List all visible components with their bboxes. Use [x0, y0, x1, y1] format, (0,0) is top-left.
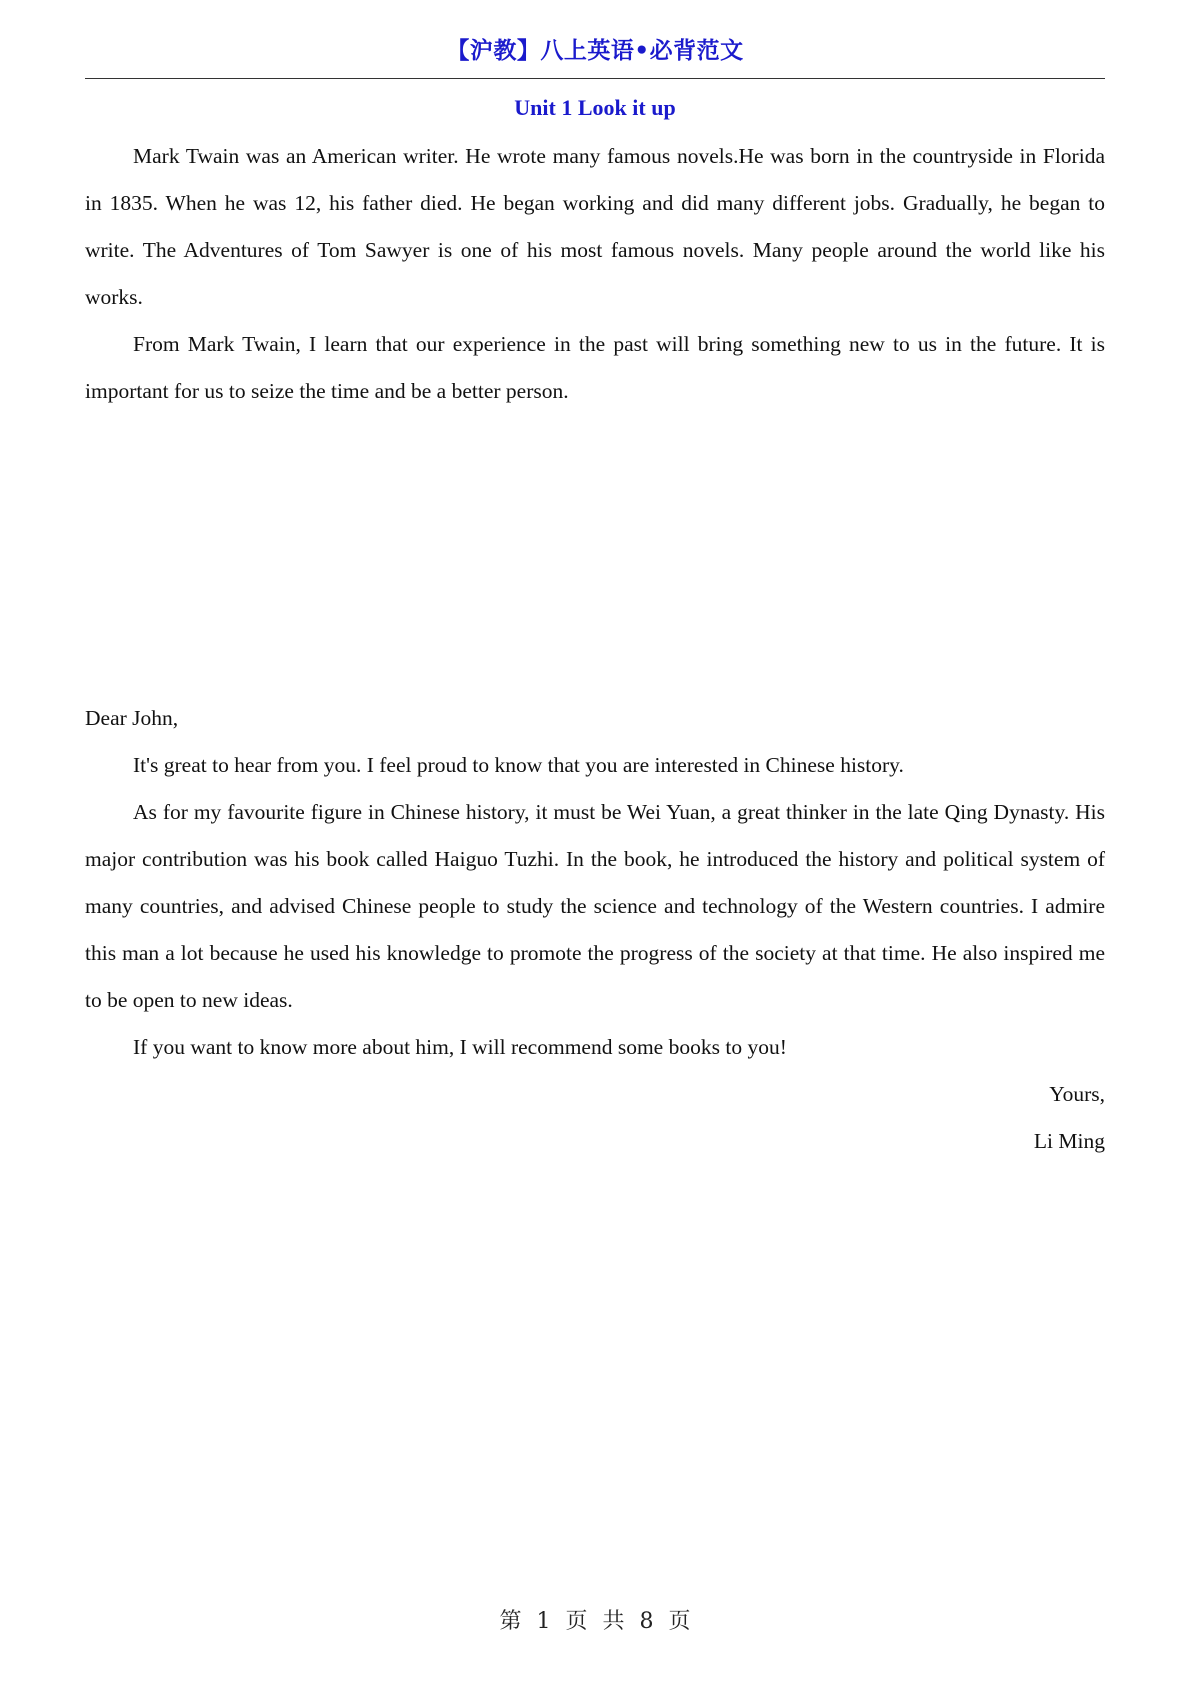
page-number: 第 1 页 共 8 页 — [499, 1609, 691, 1634]
letter-greeting: Dear John, — [85, 706, 179, 730]
essay1-paragraph-1: Mark Twain was an American writer. He wrote many famous novels.He was born in the countryside in Florida in 1835. When he was 12, his father died. He began working and did many different jobs. Gradually, he began to write. The Adventures of Tom Sawyer is one of his most famous novels. Many people around the world like his works. — [85, 144, 1105, 309]
header-divider — [85, 78, 1105, 79]
essay1-paragraph-2: From Mark Twain, I learn that our experience in the past will bring something new to us in the future. It is important for us to seize the time and be a better person. — [85, 332, 1105, 403]
letter-paragraph-2: As for my favourite figure in Chinese history, it must be Wei Yuan, a great thinker in the late Qing Dynasty. His major contribution was his book called Haiguo Tuzhi. In the book, he introduced the history and political system of many countries, and advised Chinese people to study the science and technology of the Western countries. I admire this man a lot because he used his knowledge to promote the progress of the society at that time. He also inspired me to be open to new ideas. — [85, 800, 1105, 1012]
unit-title: Unit 1 Look it up — [514, 95, 676, 120]
page-header-title: 【沪教】八上英语•必背范文 — [446, 38, 744, 64]
letter-closing: Yours, — [1049, 1082, 1105, 1106]
letter-signature: Li Ming — [1033, 1129, 1105, 1153]
letter-paragraph-1: It's great to hear from you. I feel proud to know that you are interested in Chinese history. — [133, 753, 904, 777]
letter-paragraph-3: If you want to know more about him, I will recommend some books to you! — [133, 1035, 787, 1059]
essay-letter — [85, 695, 1105, 1165]
essay-mark-twain — [85, 133, 1105, 415]
